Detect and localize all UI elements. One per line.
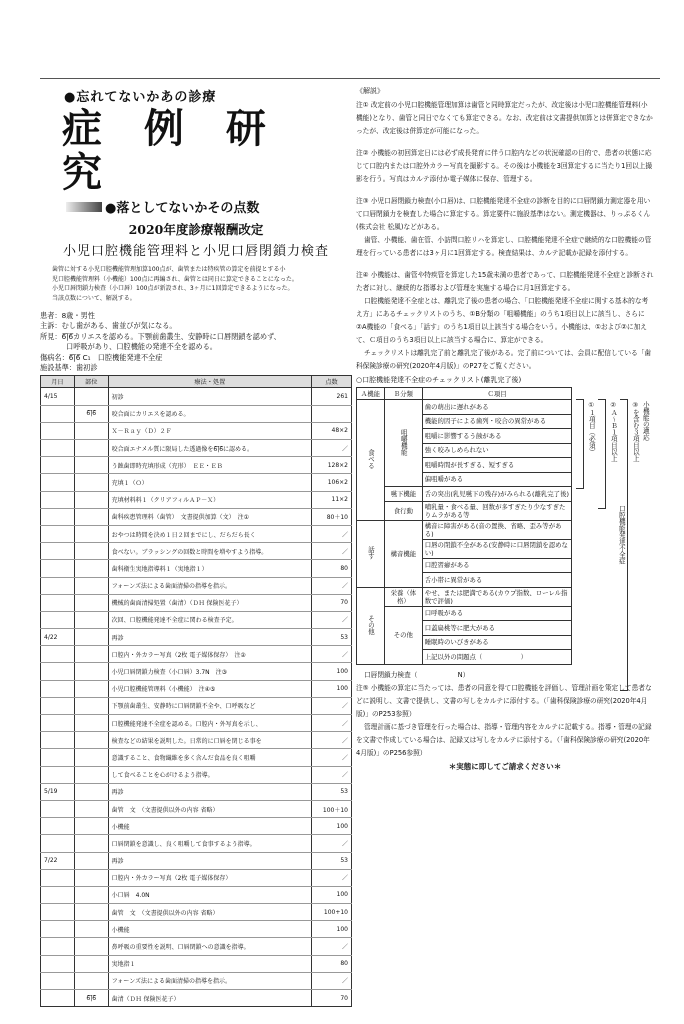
top-rule — [40, 78, 660, 79]
content-cell: 小児口腔機能管理料（小機能） 注④⑤ — [108, 680, 311, 697]
content-cell: う蝕歯即時充填形成（充形） ＥＥ・ＥＢ — [108, 457, 311, 474]
table-row — [41, 577, 352, 594]
col-b: Ｂ分類 — [384, 388, 422, 400]
tooth-cell — [74, 732, 108, 749]
tooth-cell: 6̅|̅6̅ — [74, 405, 108, 422]
date-cell — [41, 766, 75, 783]
table-row — [41, 457, 352, 474]
bracket-1 — [576, 399, 584, 489]
tooth-cell: 6̅|̅6̅ — [74, 990, 108, 1007]
points-cell: ／ — [312, 440, 352, 457]
points-cell: 70 — [312, 990, 352, 1007]
content-cell: 充填１（Ｏ） — [108, 474, 311, 491]
date-cell — [41, 422, 75, 439]
tooth-cell — [74, 921, 108, 938]
tooth-cell — [74, 543, 108, 560]
points-cell: 100 — [312, 921, 352, 938]
lip-force-line: 口唇閉鎖力検査（ N） — [364, 670, 470, 679]
content-cell: 歯清（ＤＨ 保険医花子） — [108, 990, 311, 1007]
points-cell: ／ — [312, 715, 352, 732]
content-cell: 実地指１ — [108, 955, 311, 972]
page-title: 症 例 研 究 — [62, 105, 280, 196]
content-cell: フォーンズ法による歯面清掃の指導を指示。 — [108, 577, 311, 594]
date-cell — [41, 869, 75, 886]
content-cell: 歯科疾患管理料（歯管） 文書提供加算（文） 注① — [108, 508, 311, 525]
patient-line: 所見：6̅|̅6̅カリエスを認める。下顎前歯叢生、安静時に口唇閉鎖を認めず、 — [40, 331, 281, 341]
table-row — [41, 611, 352, 628]
content-cell: して食べることを心がけるよう指導。 — [108, 766, 311, 783]
date-cell — [41, 457, 75, 474]
table-row — [41, 749, 352, 766]
col-c: Ｃ項目 — [422, 388, 571, 400]
date-cell — [41, 921, 75, 938]
points-cell: 106×2 — [312, 474, 352, 491]
tooth-cell — [74, 611, 108, 628]
table-row — [41, 972, 352, 989]
points-cell: 80 — [312, 560, 352, 577]
tooth-cell — [74, 388, 108, 405]
note-5: 注⑤ 小機能の算定に当たっては、患者の同意を得て口腔機能を評価し、管理計画を策定して患者などに説明し、文書で提供し、文書の写しをカルテに添付する。（「歯科保険診療の研究(2020年4月版)」のP253参照） — [356, 683, 652, 718]
points-cell: ／ — [312, 611, 352, 628]
date-cell — [41, 680, 75, 697]
content-cell: 小機能 — [108, 921, 311, 938]
table-row — [41, 646, 352, 663]
check-item: やせ、または肥満である(カウプ指数、ローレル指数で評価) — [422, 587, 571, 606]
table-row — [41, 543, 352, 560]
date-cell — [41, 697, 75, 714]
checklist-wrap — [356, 385, 654, 665]
table-row — [41, 715, 352, 732]
tooth-cell — [74, 508, 108, 525]
date-cell — [41, 990, 75, 1007]
content-cell: 食べない。ブラッシングの回数と時間を増やすよう指導。 — [108, 543, 311, 560]
table-row — [41, 508, 352, 525]
date-cell — [41, 577, 75, 594]
table-row — [41, 921, 352, 938]
content-cell: 再診 — [108, 852, 311, 869]
note-4b: 口腔機能発達不全症とは、離乳完了後の患者の場合、「口腔機能発達不全症に関する基本的な考え方」にあるチェックリストのうち、①B分類の「咀嚼機能」のうち1項目以上に該当し、さらに②A機能の「食べる」「話す」のうち1項目以上該当する場合をいう。小機能は、①および②に加えて、Ｃ項目のうち3項目以上に該当する場合に、算定ができる。 — [356, 297, 649, 344]
tooth-cell — [74, 904, 108, 921]
tooth-cell — [74, 783, 108, 800]
bracket-3-label: ③を含む３項目以上 — [631, 401, 640, 462]
date-cell — [41, 972, 75, 989]
content-cell: 歯管 文 （文書提供以外の内容 省略） — [108, 904, 311, 921]
content-cell: 充填材料料１（クリアフィルＡＰ－Ｘ） — [108, 491, 311, 508]
check-item: 構音に障害がある(音の置換、省略、歪み等がある) — [422, 520, 571, 539]
intro-line: 歯管に対する小児口腔機能管理加算100点が、歯管または特疾管の算定を前提とする小 — [52, 266, 286, 273]
closing-note: ＊実態に即してご請求ください＊ — [448, 761, 562, 771]
note-1: 注① 改定前の小児口腔機能管理加算は歯管と同時算定だったが、改定後は小児口腔機能管理料(小機能)となり、歯管と同日でなくても算定できる。なお、改定前は文書提供加算とは併算定できなかったが、改定後は併算定が可能になった。 — [356, 101, 653, 135]
content-cell: 咬合面にカリエスを認める。 — [108, 405, 311, 422]
tooth-cell — [74, 525, 108, 542]
content-cell: 歯科衛生実地指導料１（実地指１） — [108, 560, 311, 577]
date-cell — [41, 835, 75, 852]
bracket-2 — [598, 399, 606, 509]
tooth-cell — [74, 749, 108, 766]
table-row — [41, 835, 352, 852]
col-header: 月日 — [41, 376, 75, 388]
tooth-cell — [74, 835, 108, 852]
tooth-cell — [74, 697, 108, 714]
points-cell: 128×2 — [312, 457, 352, 474]
tooth-cell — [74, 800, 108, 817]
content-cell: 小口唇 4.0N — [108, 886, 311, 903]
patient-line: 傷病名：6̅|̅6̅ C₁ 口腔機能発達不全症 — [40, 352, 163, 362]
tooth-cell — [74, 440, 108, 457]
points-cell: 100+10 — [312, 904, 352, 921]
date-cell — [41, 646, 75, 663]
bracket-label: 口腔機能発達不全症 — [617, 505, 626, 565]
tooth-cell — [74, 766, 108, 783]
table-row — [41, 440, 352, 457]
gradient-bar — [66, 202, 102, 212]
bracket-1-label: ①１項目（必須） — [587, 401, 596, 456]
table-row — [41, 663, 352, 680]
tooth-cell — [74, 560, 108, 577]
content-cell: 口唇閉鎖を意識し、良く咀嚼して食事するよう指導。 — [108, 835, 311, 852]
points-cell: ／ — [312, 835, 352, 852]
commentary-heading: 《解説》 — [356, 87, 384, 95]
points-cell: ／ — [312, 697, 352, 714]
date-cell — [41, 955, 75, 972]
bracket-2-label: ②Ａ～Ｂ１項目以上 — [609, 401, 618, 462]
date-cell — [41, 818, 75, 835]
content-cell: 咬合面エナメル質に限局した透過像を6̅|̅6̅に認める。 — [108, 440, 311, 457]
check-item: 咀嚼時間が長すぎる、短すぎる — [422, 458, 571, 473]
check-item: 機能的因子による歯列・咬合の異常がある — [422, 414, 571, 429]
points-cell: ／ — [312, 732, 352, 749]
points-cell: ／ — [312, 972, 352, 989]
date-cell — [41, 560, 75, 577]
points-cell: 53 — [312, 783, 352, 800]
table-row — [41, 938, 352, 955]
points-cell: 48×2 — [312, 422, 352, 439]
tooth-cell — [74, 955, 108, 972]
tooth-cell — [74, 629, 108, 646]
points-cell: 70 — [312, 594, 352, 611]
points-cell: 100 — [312, 663, 352, 680]
date-cell — [41, 715, 75, 732]
patient-info — [40, 311, 352, 373]
table-row — [41, 766, 352, 783]
checklist-table — [356, 387, 572, 665]
points-cell: ／ — [312, 525, 352, 542]
col-header: 部位 — [74, 376, 108, 388]
tooth-cell — [74, 972, 108, 989]
date-cell — [41, 749, 75, 766]
date-cell — [41, 732, 75, 749]
tagline-top: ●忘れてないかあの診療 — [64, 90, 217, 105]
cat-taberu: 食べる — [366, 448, 375, 469]
content-cell: 下顎前歯叢生、安静時に口唇閉鎖不全や、口呼吸など — [108, 697, 311, 714]
date-cell — [41, 508, 75, 525]
content-cell: 機械的歯面清掃処置（歯清）（ＤＨ 保険医花子） — [108, 594, 311, 611]
intro-line: 小児口唇閉鎖力検査（小口唇）100点が新設され、3ヶ月に1回算定できるようになった。 — [52, 285, 294, 292]
year-title: 2020年度診療報酬改定 — [128, 222, 264, 237]
date-cell — [41, 886, 75, 903]
content-cell: 口腔内・外カラー写真（2枚 電子媒体保存） — [108, 869, 311, 886]
tagline-bottom: ●落としてないかその点数 — [105, 201, 260, 216]
tooth-cell — [74, 886, 108, 903]
right-column — [356, 86, 654, 772]
tagline-bottom-wrap — [66, 197, 352, 216]
check-item: 舌の突出(乳児嚥下の残存)がみられる(離乳完了後) — [422, 487, 571, 502]
content-cell: 口腔機能発達不全症を認める。口腔内・外写真を示し、 — [108, 715, 311, 732]
content-cell: フォーンズ法による歯面清掃の指導を指示。 — [108, 972, 311, 989]
points-cell — [312, 405, 352, 422]
points-cell: 100 — [312, 886, 352, 903]
table-row — [41, 422, 352, 439]
intro-line: 児口腔機能管理料（小機能）100点に再編され、歯管とは同日に算定できることになった。 — [52, 275, 298, 283]
table-row — [41, 405, 352, 422]
patient-line: 施設基準：歯初診 — [40, 363, 98, 373]
col-header: 療法・処置 — [108, 376, 311, 388]
date-cell — [41, 594, 75, 611]
table-row — [41, 697, 352, 714]
left-column — [40, 86, 352, 1007]
points-cell: ／ — [312, 646, 352, 663]
points-cell: 261 — [312, 388, 352, 405]
tooth-cell — [74, 577, 108, 594]
points-cell: 100＋10 — [312, 800, 352, 817]
date-cell — [41, 474, 75, 491]
table-row — [41, 732, 352, 749]
tooth-cell — [74, 457, 108, 474]
content-cell: 次回、口腔機能発達不全症に関わる検査予定。 — [108, 611, 311, 628]
check-item: 口蓋扁桃等に肥大がある — [422, 621, 571, 636]
content-cell: 小機能 — [108, 818, 311, 835]
tooth-cell — [74, 594, 108, 611]
note-3: 注③ 小児口唇閉鎖力検査(小口唇)は、口腔機能発達不全症の診断を目的に口唇閉鎖力測定器を用いて口唇閉鎖力を検査した場合に算定する。算定要件に施設基準はない。測定機器は、りっぷるくん(株式会社 松風)などがある。 — [356, 197, 651, 231]
points-cell: ／ — [312, 766, 352, 783]
table-row — [41, 990, 352, 1007]
tooth-cell — [74, 491, 108, 508]
points-cell: 80 — [312, 955, 352, 972]
subtitle: 小児口腔機能管理料と小児口唇閉鎖力検査 — [62, 244, 329, 259]
note-4c: チェックリストは離乳完了前と離乳完了後がある。完了前については、会員に配信している「歯科保険診療の研究(2020年4月版)」のP27をご覧ください。 — [356, 349, 652, 370]
check-item: 偏咀嚼がある — [422, 472, 571, 487]
tooth-cell — [74, 422, 108, 439]
content-cell: 鼻呼吸の重要性を説明、口唇閉鎖への意識を指導。 — [108, 938, 311, 955]
points-cell: 11×2 — [312, 491, 352, 508]
table-row — [41, 680, 352, 697]
date-cell — [41, 405, 75, 422]
date-cell — [41, 543, 75, 560]
tooth-cell — [74, 818, 108, 835]
col-a: Ａ機能 — [357, 388, 385, 400]
tooth-cell — [74, 715, 108, 732]
date-cell — [41, 440, 75, 457]
check-item: 口唇の閉鎖不全がある(安静時に口唇閉鎖を認めない) — [422, 539, 571, 558]
points-cell: 80＋10 — [312, 508, 352, 525]
points-cell: 100 — [312, 818, 352, 835]
date-cell — [41, 611, 75, 628]
table-row — [41, 629, 352, 646]
points-cell: ／ — [312, 749, 352, 766]
note-5b: 管理計画に基づき管理を行った場合は、指導・管理内容をカルテに記載する。指導・管理の記録を文書で作成している場合は、記録又は写しをカルテに添付する。（「歯科保険診療の研究(2020年4月版)」のP256参照） — [356, 722, 652, 757]
date-cell: 7/22 — [41, 852, 75, 869]
content-cell: おやつは時間を決め１日２回までにし、だらだら長く — [108, 525, 311, 542]
cat-sosyaku: 咀嚼機能 — [399, 428, 408, 456]
cat-engé: 嚥下機能 — [384, 487, 422, 502]
patient-line: 患者：8歳・男性 — [40, 311, 95, 320]
tooth-cell — [74, 852, 108, 869]
points-cell: ／ — [312, 543, 352, 560]
cat-other: その他 — [384, 606, 422, 664]
check-item: 哺乳量・食べる量、回数が多すぎたり少なすぎたりムラがある等 — [422, 501, 571, 520]
tooth-cell — [74, 869, 108, 886]
points-cell: 100 — [312, 680, 352, 697]
tooth-cell — [74, 938, 108, 955]
content-cell: 検査などの結果を説明した。日常的に口唇を閉じる事を — [108, 732, 311, 749]
tooth-cell — [74, 474, 108, 491]
check-item: 強く咬みしめられない — [422, 443, 571, 458]
content-cell: 再診 — [108, 629, 311, 646]
points-cell: 53 — [312, 852, 352, 869]
cat-eiyo: 栄養（体格） — [384, 587, 422, 606]
table-row — [41, 904, 352, 921]
table-row — [41, 818, 352, 835]
date-cell — [41, 663, 75, 680]
record-table — [40, 375, 352, 1007]
content-cell: 初診 — [108, 388, 311, 405]
check-item: 舌小帯に異常がある — [422, 573, 571, 588]
check-item: 咀嚼に影響するう蝕がある — [422, 429, 571, 444]
date-cell: 4/15 — [41, 388, 75, 405]
content-cell: 小児口唇閉鎖力検査（小口唇）3.7N 注③ — [108, 663, 311, 680]
content-cell: 歯管 文 （文書提供以外の内容 省略） — [108, 800, 311, 817]
checklist-title: ○口腔機能発達不全症のチェックリスト(離乳完了後) — [356, 376, 522, 384]
points-cell: 53 — [312, 629, 352, 646]
check-item: 睡眠時のいびきがある — [422, 635, 571, 650]
intro — [52, 265, 338, 303]
table-row — [41, 783, 352, 800]
date-cell — [41, 525, 75, 542]
check-item: 上記以外の問題点（ ） — [422, 650, 571, 665]
intro-line: 当該点数について、解説する。 — [52, 294, 136, 302]
tooth-cell — [74, 663, 108, 680]
table-row — [41, 388, 352, 405]
content-cell: 再診 — [108, 783, 311, 800]
col-header: 点数 — [312, 376, 352, 388]
cat-koon: 構音機能 — [384, 520, 422, 587]
date-cell: 5/19 — [41, 783, 75, 800]
content-cell: 意識すること、食物繊維を多く含んだ食品を良く咀嚼 — [108, 749, 311, 766]
table-row — [41, 800, 352, 817]
date-cell — [41, 800, 75, 817]
check-item: 口呼吸がある — [422, 606, 571, 621]
cat-hanasu: 話す — [366, 545, 375, 560]
table-row — [41, 852, 352, 869]
table-row — [41, 525, 352, 542]
table-row — [41, 886, 352, 903]
note-4: 注④ 小機能は、歯管や特疾管を算定した15歳未満の患者であって、口腔機能発達不全症と診断された者に対し、継続的な指導および管理を実施する場合に月1回算定する。 — [356, 271, 654, 292]
date-cell — [41, 938, 75, 955]
tooth-cell — [74, 680, 108, 697]
table-row — [41, 560, 352, 577]
patient-line: 主訴：むし歯がある、歯並びが気になる。 — [40, 321, 177, 331]
bracket-area — [576, 385, 654, 665]
table-row — [41, 474, 352, 491]
note-2: 注② 小機能の初回算定日には必ず成長発育に伴う口腔内などの状況確認の目的で、患者の状態に応じて口腔内または口腔外カラー写真を撮影する。その後は小機能を3回算定するに当たり1回以上撮影を行う。写真はカルテ添付か電子媒体に保存、管理する。 — [356, 149, 653, 183]
date-cell — [41, 491, 75, 508]
table-row — [41, 955, 352, 972]
note-3b: 歯管、小機能、歯在管、小訪問口腔リハを算定し、口腔機能発達不全症で継続的な口腔機能の管理を行っている患者には3ヶ月に1回算定する。検査結果は、カルテ記載か記録を添付する。 — [356, 236, 652, 257]
check-item: 口腔習癖がある — [422, 558, 571, 573]
points-cell: ／ — [312, 869, 352, 886]
cat-shokukodo: 食行動 — [384, 501, 422, 520]
date-cell — [41, 904, 75, 921]
check-item: 歯の萌出に遅れがある — [422, 400, 571, 415]
table-row — [41, 491, 352, 508]
date-cell: 4/22 — [41, 629, 75, 646]
bracket-label-2: 小機能の適応 — [641, 401, 650, 441]
content-cell: Ｘ－Ｒａｙ（Ｄ）２Ｆ — [108, 422, 311, 439]
tooth-cell — [74, 646, 108, 663]
table-row — [41, 869, 352, 886]
points-cell: ／ — [312, 577, 352, 594]
cat-sonota: その他 — [366, 614, 375, 635]
content-cell: 口腔内・外カラー写真（2枚 電子媒体保存） 注② — [108, 646, 311, 663]
patient-line: 口呼吸があり、口腔機能の発達不全を認める。 — [66, 342, 217, 352]
table-row — [41, 594, 352, 611]
points-cell: ／ — [312, 938, 352, 955]
